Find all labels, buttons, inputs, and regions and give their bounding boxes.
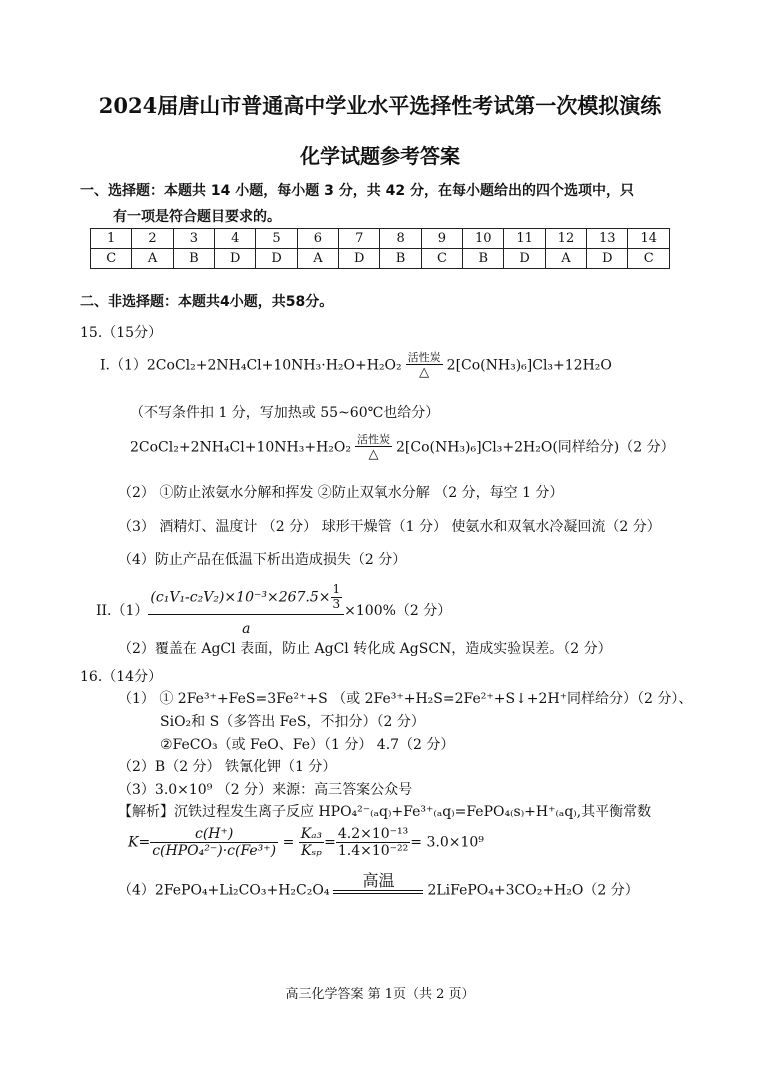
answer-table-answer-row: [91, 249, 670, 269]
section1-header-line2: 有一项是符合题目要求的。: [113, 209, 281, 225]
q15-ii2: （2）覆盖在 AgCl 表面，防止 AgCl 转化成 AgSCN，造成实验误差。（2 分）: [118, 641, 612, 657]
section1-header-line1: 一、选择题：本题共 14 小题，每小题 3 分，共 42 分，在每小题给出的四个选项中，只: [80, 183, 634, 199]
one-third-den: 3: [332, 596, 341, 611]
q15-ii1-prefix: II.（1）: [96, 602, 149, 619]
section2-header: 二、非选择题：本题共4小题，共58分。: [80, 294, 334, 310]
k-f3-num: 4.2×10⁻¹³: [337, 826, 409, 842]
heat-triangle-icon: △: [419, 365, 430, 380]
k-fraction-3: [336, 826, 410, 859]
question-number: 9: [421, 229, 462, 249]
question-number: 3: [173, 229, 214, 249]
q15-i1-lhs: 2CoCl₂+2NH₄Cl+10NH₃·H₂O+H₂O₂: [146, 357, 402, 374]
q15-i1-rhs: 2[Co(NH₃)₆]Cl₃+12H₂O: [446, 357, 612, 374]
condition-high-temp: 高温: [362, 871, 395, 890]
condition-top: 活性炭: [407, 351, 441, 364]
fraction-numerator: (c₁V₁-c₂V₂)×10⁻³×267.5×: [150, 589, 331, 606]
k-f3-den: 1.4×10⁻²²: [337, 843, 409, 860]
page-subtitle: 化学试题参考答案: [300, 144, 460, 168]
q15-i4: （4）防止产品在低温下析出造成损失（2 分）: [118, 552, 407, 568]
k-f2-den: Kₛₚ: [301, 843, 322, 860]
k-fraction-1: [150, 826, 278, 859]
q15-i1-alt-equation: [130, 434, 675, 461]
q15-i3: （3） 酒精灯、温度计 （2 分） 球形干燥管（1 分） 使氨水和双氧水冷凝回流（2 分）: [118, 519, 661, 535]
q16-analysis: 【解析】沉铁过程发生离子反应 HPO₄²⁻₍ₐq₎+Fe³⁺₍ₐq₎=FePO₄₍s₎+H⁺₍ₐq₎,其平衡常数: [118, 804, 652, 820]
question-number: 4: [215, 229, 256, 249]
question-number: 1: [91, 229, 132, 249]
heat-triangle-icon: △: [368, 447, 379, 462]
answer-cell: A: [297, 249, 338, 269]
q15-i1-note: （不写条件扣 1 分，写加热或 55~60℃也给分）: [130, 405, 440, 421]
q16-l8-lhs: （4）2FePO₄+Li₂CO₃+H₂C₂O₄: [118, 882, 330, 899]
page-footer: 高三化学答案 第 1页（共 2 页）: [285, 987, 475, 1002]
k-f2-num: Kₐ₃: [300, 826, 323, 842]
question-number: 12: [545, 229, 586, 249]
answer-cell: D: [339, 249, 380, 269]
reaction-condition: [406, 352, 443, 379]
question-number: 11: [504, 229, 545, 249]
q15-ii1-formula: [96, 583, 451, 637]
answer-cell: D: [587, 249, 628, 269]
q16-line8-equation: [118, 872, 639, 900]
question-number: 14: [628, 229, 670, 249]
k-fraction-2: [299, 826, 324, 859]
one-third-fraction: [331, 583, 343, 612]
q16-title: 16.（14分）: [80, 669, 163, 685]
answer-cell: B: [380, 249, 421, 269]
answer-cell: D: [256, 249, 297, 269]
high-temperature-condition: [333, 872, 423, 900]
k-result: = 3.0×10⁹: [410, 834, 484, 851]
q16-line3: ②FeCO₃（或 FeO、Fe）（1 分） 4.7（2 分）: [160, 737, 455, 753]
k-f1-den: c(HPO₄²⁻)·c(Fe³⁺): [152, 843, 277, 860]
answer-cell: C: [91, 249, 132, 269]
q16-line2: SiO₂和 S（多答出 FeS，不扣分）（2 分）: [160, 714, 425, 730]
q15-title: 15.（15分）: [80, 325, 163, 341]
one-third-num: 1: [332, 582, 341, 596]
q15-i1-equation: [100, 352, 612, 379]
equilibrium-constant-formula: K= $\frac{c(H^+)}{\text{c(HPO₄²⁻)·c(Fe³⁺)}}$ = $\frac{\text{Kₐ₃}}{\text{Kₛₚ}}$ = $\frac{\text{4.2×10⁻¹³}}{\text{1.4×10⁻²²}}$ = 3.0×10⁹: [128, 826, 484, 860]
q16-l8-rhs: 2LiFePO₄+3CO₂+H₂O（2 分）: [427, 882, 639, 899]
question-number: 8: [380, 229, 421, 249]
q15-i1-alt-rhs: 2[Co(NH₃)₆]Cl₃+2H₂O(同样给分)（2 分）: [396, 439, 675, 456]
q16-line4: （2）B（2 分） 铁氰化钾（1 分）: [118, 759, 337, 775]
k-f1-num: c(H⁺): [150, 826, 278, 843]
answer-cell: D: [215, 249, 256, 269]
page-title: 2024届唐山市普通高中学业水平选择性考试第一次模拟演练: [98, 93, 662, 118]
answer-cell: D: [504, 249, 545, 269]
q16-line5: （3）3.0×10⁹ （2 分）来源：高三答案公众号: [118, 782, 413, 798]
q15-ii1-tail: ×100%（2 分）: [344, 602, 452, 619]
question-number: 7: [339, 229, 380, 249]
question-number: 6: [297, 229, 338, 249]
question-number: 10: [463, 229, 504, 249]
q15-i1-prefix: I.（1）: [100, 357, 147, 374]
answer-cell: C: [421, 249, 462, 269]
answer-table: [90, 228, 670, 269]
answer-cell: A: [132, 249, 173, 269]
answer-cell: C: [628, 249, 670, 269]
question-number: 2: [132, 229, 173, 249]
fraction-denominator: a: [242, 620, 251, 637]
mass-fraction-formula: [148, 583, 344, 637]
answer-table-number-row: [91, 229, 670, 249]
question-number: 13: [587, 229, 628, 249]
q16-line1: （1） ① 2Fe³⁺+FeS=3Fe²⁺+S （或 2Fe³⁺+H₂S=2Fe²⁺+S↓+2H⁺同样给分）（2 分）、: [118, 691, 693, 707]
question-number: 5: [256, 229, 297, 249]
answer-cell: B: [463, 249, 504, 269]
equals-double-line: [333, 890, 423, 894]
answer-cell: B: [173, 249, 214, 269]
answer-cell: A: [545, 249, 586, 269]
k-prefix: K=: [128, 834, 151, 851]
reaction-condition: [355, 434, 392, 461]
q15-i1-alt-lhs: 2CoCl₂+2NH₄Cl+10NH₃+H₂O₂: [130, 439, 352, 456]
q15-i2: （2） ①防止浓氨水分解和挥发 ②防止双氧水分解 （2 分，每空 1 分）: [118, 485, 564, 501]
condition-top: 活性炭: [357, 433, 391, 446]
